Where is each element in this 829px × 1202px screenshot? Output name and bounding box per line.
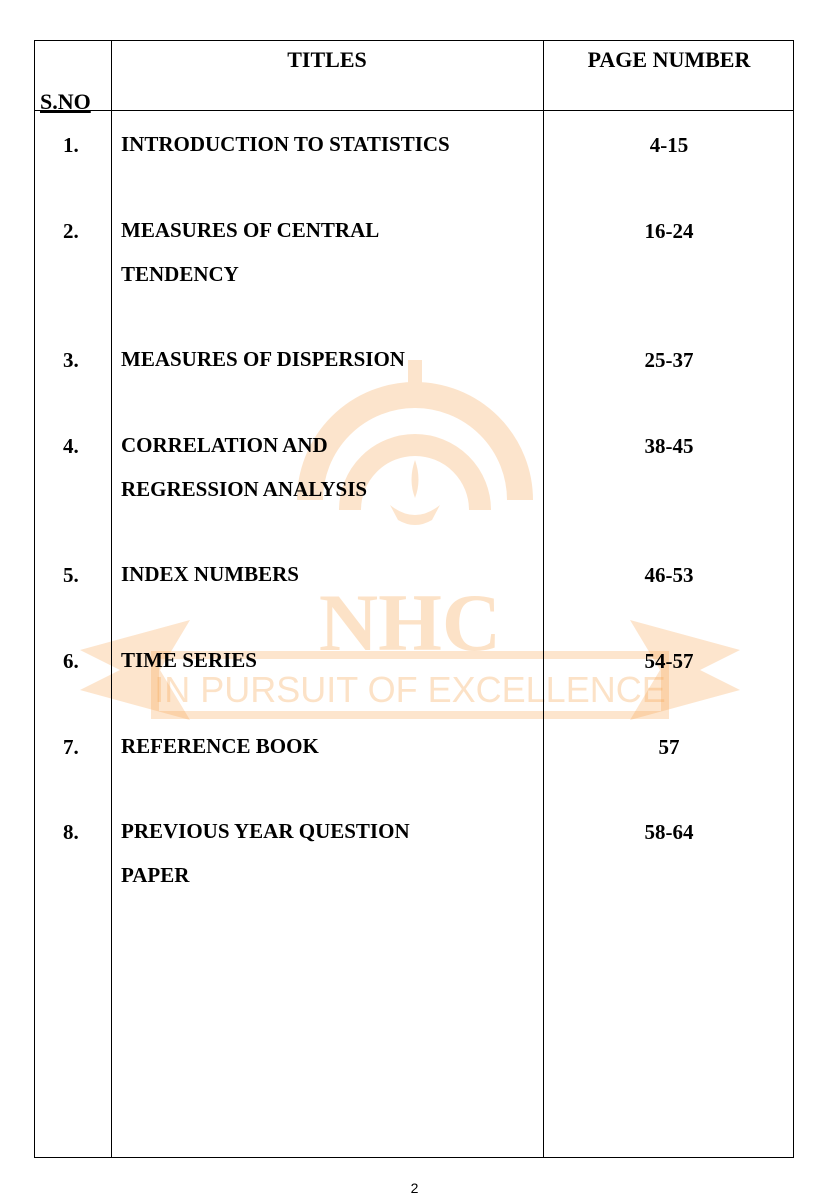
row-title: MEASURES OF CENTRAL TENDENCY — [121, 218, 379, 286]
row-pages: 38-45 — [644, 434, 694, 458]
row-number: 6. — [63, 649, 79, 673]
row-number: 1. — [63, 133, 79, 157]
row-number: 2. — [63, 219, 79, 243]
contents-table — [34, 40, 794, 1158]
header-page-number: PAGE NUMBER — [587, 47, 751, 72]
header-sno: S.NO — [40, 89, 91, 114]
row-pages: 25-37 — [644, 348, 694, 372]
row-number: 7. — [63, 735, 79, 759]
row-title: REFERENCE BOOK — [121, 734, 319, 758]
row-pages: 54-57 — [644, 649, 694, 673]
row-title: MEASURES OF DISPERSION — [121, 347, 405, 371]
row-pages: 16-24 — [644, 219, 694, 243]
row-number: 8. — [63, 820, 79, 844]
header-divider — [35, 110, 793, 111]
row-title: PREVIOUS YEAR QUESTION PAPER — [121, 819, 410, 887]
row-pages: 4-15 — [649, 133, 689, 157]
page-number-footer: 2 — [410, 1180, 419, 1196]
row-number: 3. — [63, 348, 79, 372]
row-title: TIME SERIES — [121, 648, 257, 672]
row-title: INDEX NUMBERS — [121, 562, 299, 586]
watermark-motto: IN PURSUIT OF EXCELLENCE — [154, 669, 666, 710]
row-title: INTRODUCTION TO STATISTICS — [121, 132, 450, 156]
row-number: 5. — [63, 563, 79, 587]
row-title: CORRELATION AND REGRESSION ANALYSIS — [121, 433, 368, 501]
row-pages: 58-64 — [644, 820, 694, 844]
watermark-logo-text: NHC — [318, 577, 502, 668]
row-number: 4. — [63, 434, 79, 458]
column-divider — [111, 41, 112, 1157]
row-pages: 57 — [658, 735, 680, 759]
column-divider — [543, 41, 544, 1157]
row-pages: 46-53 — [644, 563, 694, 587]
header-titles: TITLES — [287, 47, 367, 72]
